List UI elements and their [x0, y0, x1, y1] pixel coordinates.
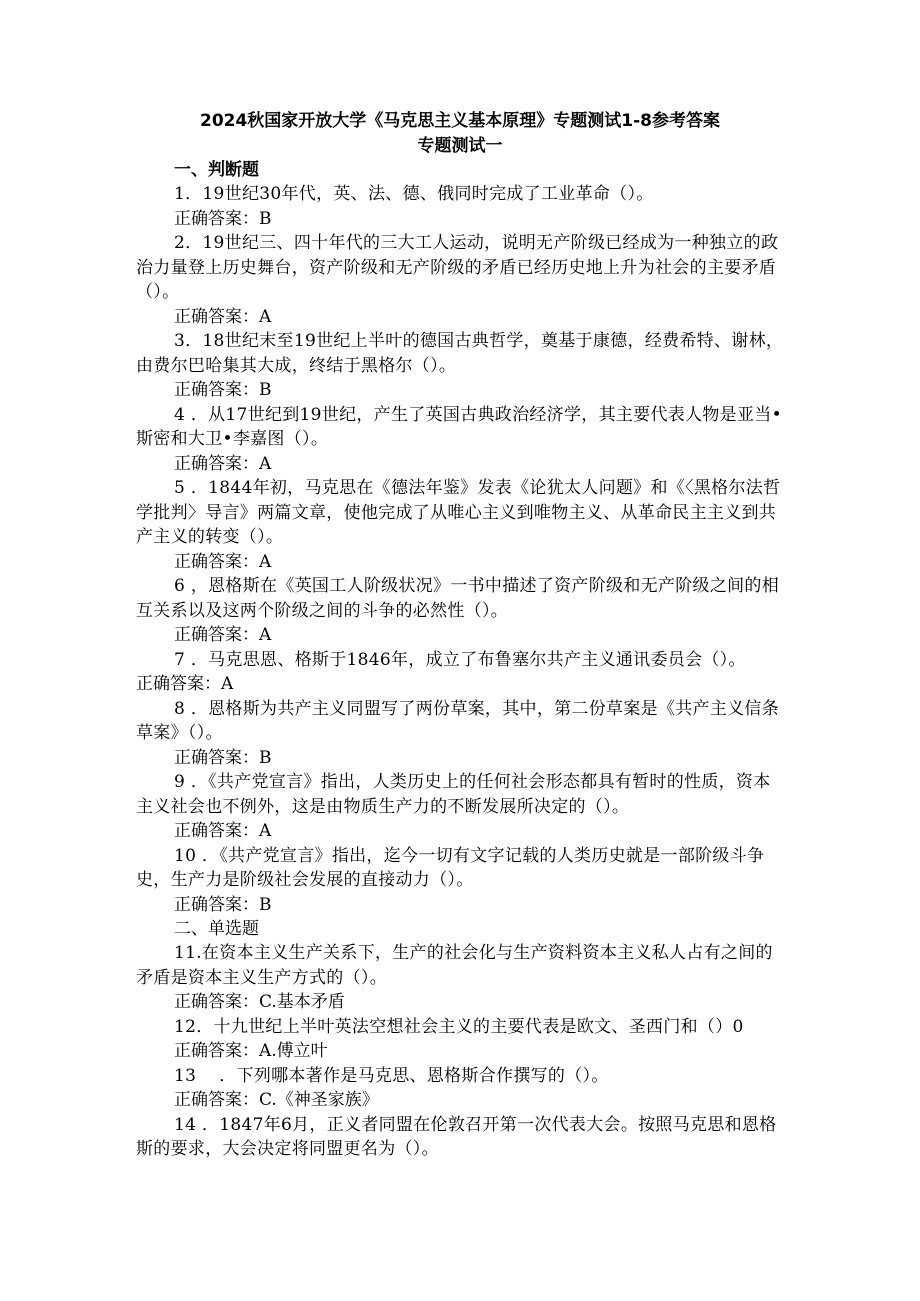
document-subtitle: 专题测试一 [417, 136, 503, 156]
answer-13: 正确答案：C.《神圣家族》 [174, 1090, 379, 1110]
question-6: 6 ，恩格斯在《英国工人阶级状况》一书中描述了资产阶级和无产阶级之间的相互关系以及这两个阶级之间的斗争的必然性（）。 [136, 576, 780, 621]
answer-5: 正确答案：A [174, 551, 272, 572]
question-11: 11.在资本主义生产关系下，生产的社会化与生产资料资本主义私人占有之间的矛盾是资本主义生产方式的（）。 [136, 943, 773, 988]
question-5: 5 ．1844年初，马克思在《德法年鉴》发表《论犹太人问题》和《〈黑格尔法哲学批判〉导言》两篇文章，使他完成了从唯心主义到唯物主义、从革命民主主义到共产主义的转变（）。 [136, 478, 781, 547]
question-12: 12．十九世纪上半叶英法空想社会主义的主要代表是欧文、圣西门和（）0 [174, 1016, 744, 1037]
answer-12: 正确答案：A.傅立叶 [174, 1041, 328, 1061]
question-10: 10 ．《共产党宣言》指出，迄今一切有文字记载的人类历史就是一部阶级斗争史，生产力是阶级社会发展的直接动力（）。 [136, 845, 765, 890]
answer-6: 正确答案：A [174, 625, 272, 645]
answer-8: 正确答案：B [174, 747, 272, 768]
answer-1: 正确答案：B [174, 208, 272, 229]
answer-3: 正确答案：B [174, 380, 272, 400]
answer-9: 正确答案：A [174, 821, 272, 841]
question-3: 3．18世纪末至19世纪上半叶的德国古典哲学，奠基于康德，经费希特、谢林，由费尔巴哈集其大成，终结于黑格尔（）。 [136, 331, 784, 376]
answer-10: 正确答案：B [174, 894, 272, 915]
question-8: 8 ．恩格斯为共产主义同盟写了两份草案，其中，第二份草案是《共产主义信条草案》（）。 [136, 698, 780, 743]
answer-7: 正确答案：A [136, 674, 234, 694]
question-9: 9 ．《共产党宣言》指出，人类历史上的任何社会形态都具有暂时的性质，资本主义社会也不例外，这是由物质生产力的不断发展所决定的（）。 [136, 772, 771, 817]
question-4: 4 ．从17世纪到19世纪，产生了英国古典政治经济学，其主要代表人物是亚当•斯密和大卫•李嘉图（）。 [136, 404, 782, 449]
question-13: 13 ．下列哪本著作是马克思、恩格斯合作撰写的（）。 [174, 1065, 609, 1086]
section-heading-judge: 一、判断题 [174, 160, 259, 180]
answer-2: 正确答案：A [174, 306, 272, 327]
section-heading-single: 二、单选题 [174, 919, 259, 939]
answer-11: 正确答案：C.基本矛盾 [174, 992, 345, 1012]
question-1: 1．19世纪30年代，英、法、德、俄同时完成了工业革命（）。 [174, 184, 654, 204]
question-7: 7 ．马克思恩、格斯于1846年，成立了布鲁塞尔共产主义通讯委员会（）。 [174, 649, 746, 670]
document-title: 2024秋国家开放大学《马克思主义基本原理》专题测试1-8参考答案 [199, 111, 721, 131]
question-2: 2．19世纪三、四十年代的三大工人运动，说明无产阶级已经成为一种独立的政治力量登上历史舞台，资产阶级和无产阶级的矛盾已经历史地上升为社会的主要矛盾（）。 [136, 233, 779, 302]
answer-4: 正确答案：A [174, 453, 272, 474]
question-14: 14 ．1847年6月，正义者同盟在伦敦召开第一次代表大会。按照马克思和恩格斯的要求，大会决定将同盟更名为（）。 [136, 1114, 777, 1159]
